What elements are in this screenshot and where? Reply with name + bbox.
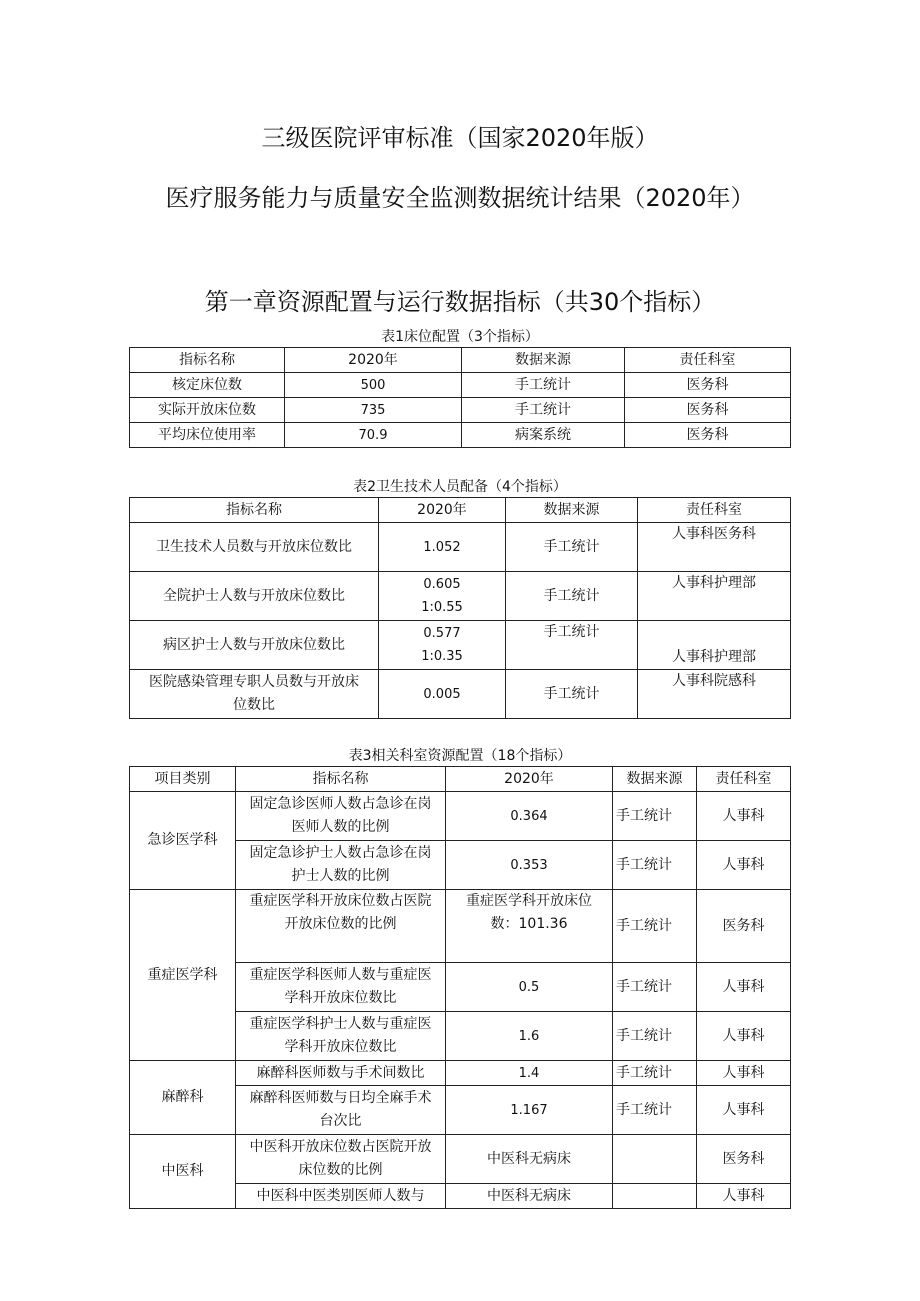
table-row bbox=[130, 621, 791, 670]
dept-cell: 人事科 bbox=[697, 963, 791, 1012]
header-cell: 项目类别 bbox=[130, 767, 236, 792]
header-cell: 指标名称 bbox=[130, 498, 379, 523]
name-line: 床位数的比例 bbox=[298, 1162, 383, 1178]
header-cell: 2020年 bbox=[285, 348, 462, 373]
header-cell: 责任科室 bbox=[638, 498, 791, 523]
source-cell: 手工统计 bbox=[613, 890, 697, 963]
dept-cell: 医务科 bbox=[697, 890, 791, 963]
indicator-name: 核定床位数 bbox=[130, 373, 285, 398]
header-cell: 责任科室 bbox=[625, 348, 791, 373]
value-cell: 1.167 bbox=[446, 1086, 613, 1135]
indicator-name: 卫生技术人员数与开放床位数比 bbox=[130, 523, 379, 572]
header-cell: 数据来源 bbox=[462, 348, 625, 373]
indicator-name bbox=[236, 1135, 446, 1184]
header-cell: 数据来源 bbox=[506, 498, 638, 523]
category-cell: 重症医学科 bbox=[130, 890, 236, 1061]
dept-cell: 人事科 bbox=[697, 1061, 791, 1086]
source-cell: 手工统计 bbox=[506, 523, 638, 572]
indicator-name bbox=[236, 890, 446, 963]
source-cell: 手工统计 bbox=[613, 1061, 697, 1086]
table1-caption: 表1床位配置（3个指标） bbox=[381, 329, 539, 345]
dept-cell: 人事科医务科 bbox=[638, 523, 791, 572]
value-cell: 0.353 bbox=[446, 841, 613, 890]
ratio-line: 1:0.55 bbox=[421, 600, 463, 615]
header-cell: 指标名称 bbox=[130, 348, 285, 373]
table-row bbox=[130, 572, 791, 621]
dept-cell: 人事科院感科 bbox=[638, 670, 791, 719]
name-line: 固定急诊护士人数占急诊在岗 bbox=[249, 845, 432, 861]
dept-cell: 医务科 bbox=[697, 1135, 791, 1184]
source-cell: 病案系统 bbox=[462, 423, 625, 448]
value-cell: 中医科无病床 bbox=[446, 1135, 613, 1184]
source-cell bbox=[613, 1135, 697, 1184]
value-cell: 1.052 bbox=[379, 523, 506, 572]
indicator-name bbox=[236, 841, 446, 890]
indicator-name: 全院护士人数与开放床位数比 bbox=[130, 572, 379, 621]
name-line: 学科开放床位数比 bbox=[284, 990, 397, 1006]
source-cell bbox=[613, 1184, 697, 1209]
header-cell: 2020年 bbox=[379, 498, 506, 523]
table-header-row bbox=[130, 767, 791, 792]
indicator-name bbox=[236, 1012, 446, 1061]
dept-cell: 人事科 bbox=[697, 792, 791, 841]
dept-cell: 人事科 bbox=[697, 1086, 791, 1135]
value-line: 重症医学科开放床位 bbox=[466, 893, 592, 909]
name-line: 中医科开放床位数占医院开放 bbox=[249, 1139, 432, 1155]
source-cell: 手工统计 bbox=[613, 1012, 697, 1061]
indicator-name bbox=[236, 1086, 446, 1135]
value-cell: 735 bbox=[285, 398, 462, 423]
source-cell: 手工统计 bbox=[613, 1086, 697, 1135]
name-line: 重症医学科医师人数与重症医 bbox=[249, 967, 432, 983]
value-cell: 500 bbox=[285, 373, 462, 398]
table-row bbox=[130, 890, 791, 963]
name-line: 开放床位数的比例 bbox=[284, 916, 397, 932]
table-row bbox=[130, 523, 791, 572]
name-line: 重症医学科开放床位数占医院 bbox=[249, 893, 432, 909]
source-cell: 手工统计 bbox=[613, 841, 697, 890]
name-line: 学科开放床位数比 bbox=[284, 1039, 397, 1055]
value-cell: 1.6 bbox=[446, 1012, 613, 1061]
table-header-row bbox=[130, 498, 791, 523]
value-line: 数：101.36 bbox=[490, 916, 568, 932]
value-cell bbox=[446, 890, 613, 963]
table-row bbox=[130, 670, 791, 719]
value-cell: 0.364 bbox=[446, 792, 613, 841]
value-cell: 0.5 bbox=[446, 963, 613, 1012]
value-cell: 中医科无病床 bbox=[446, 1184, 613, 1209]
indicator-name: 麻醉科医师数与手术间数比 bbox=[236, 1061, 446, 1086]
value-cell bbox=[379, 621, 506, 670]
header-cell: 指标名称 bbox=[236, 767, 446, 792]
table-row bbox=[130, 423, 791, 448]
name-line: 麻醉科医师数与日均全麻手术 bbox=[249, 1090, 432, 1106]
dept-cell: 人事科护理部 bbox=[638, 572, 791, 621]
value-line: 0.577 bbox=[423, 626, 461, 641]
table3-caption: 表3相关科室资源配置（18个指标） bbox=[348, 748, 572, 764]
source-cell: 手工统计 bbox=[462, 373, 625, 398]
indicator-name: 平均床位使用率 bbox=[130, 423, 285, 448]
indicator-name bbox=[236, 963, 446, 1012]
name-line: 台次比 bbox=[319, 1113, 362, 1129]
name-line: 医院感染管理专职人员数与开放床 bbox=[149, 674, 359, 690]
dept-cell: 人事科 bbox=[697, 841, 791, 890]
indicator-name: 病区护士人数与开放床位数比 bbox=[130, 621, 379, 670]
dept-cell: 人事科 bbox=[697, 1184, 791, 1209]
value-cell: 1.4 bbox=[446, 1061, 613, 1086]
table-row bbox=[130, 792, 791, 841]
value-line: 0.605 bbox=[423, 577, 461, 592]
table2-caption: 表2卫生技术人员配备（4个指标） bbox=[353, 479, 567, 495]
table-row bbox=[130, 1135, 791, 1184]
table3 bbox=[129, 766, 791, 1209]
value-cell: 0.005 bbox=[379, 670, 506, 719]
document-title: 三级医院评审标准（国家2020年版） bbox=[261, 124, 659, 152]
name-line: 重症医学科护士人数与重症医 bbox=[249, 1016, 432, 1032]
source-cell: 手工统计 bbox=[613, 963, 697, 1012]
indicator-name: 实际开放床位数 bbox=[130, 398, 285, 423]
name-line: 位数比 bbox=[233, 697, 275, 713]
name-line: 医师人数的比例 bbox=[291, 819, 390, 835]
table-row bbox=[130, 398, 791, 423]
header-cell: 数据来源 bbox=[613, 767, 697, 792]
source-cell: 手工统计 bbox=[506, 572, 638, 621]
source-cell: 手工统计 bbox=[506, 621, 638, 670]
name-line: 护士人数的比例 bbox=[291, 868, 390, 884]
table-row bbox=[130, 373, 791, 398]
dept-cell: 医务科 bbox=[625, 398, 791, 423]
name-line: 固定急诊医师人数占急诊在岗 bbox=[249, 796, 432, 812]
dept-cell: 医务科 bbox=[625, 423, 791, 448]
table-header-row bbox=[130, 348, 791, 373]
category-cell: 急诊医学科 bbox=[130, 792, 236, 890]
value-cell bbox=[379, 572, 506, 621]
dept-cell: 医务科 bbox=[625, 373, 791, 398]
category-cell: 麻醉科 bbox=[130, 1061, 236, 1135]
indicator-name bbox=[130, 670, 379, 719]
table-row bbox=[130, 1061, 791, 1086]
table1 bbox=[129, 347, 791, 448]
document-subtitle: 医疗服务能力与质量安全监测数据统计结果（2020年） bbox=[165, 184, 755, 212]
dept-cell: 人事科护理部 bbox=[638, 621, 791, 670]
source-cell: 手工统计 bbox=[462, 398, 625, 423]
source-cell: 手工统计 bbox=[506, 670, 638, 719]
header-cell: 责任科室 bbox=[697, 767, 791, 792]
value-cell: 70.9 bbox=[285, 423, 462, 448]
dept-cell: 人事科 bbox=[697, 1012, 791, 1061]
chapter-title: 第一章资源配置与运行数据指标（共30个指标） bbox=[204, 288, 716, 316]
indicator-name: 中医科中医类别医师人数与 bbox=[236, 1184, 446, 1209]
header-cell: 2020年 bbox=[446, 767, 613, 792]
ratio-line: 1:0.35 bbox=[421, 649, 463, 664]
category-cell: 中医科 bbox=[130, 1135, 236, 1209]
table2 bbox=[129, 497, 791, 719]
source-cell: 手工统计 bbox=[613, 792, 697, 841]
indicator-name bbox=[236, 792, 446, 841]
